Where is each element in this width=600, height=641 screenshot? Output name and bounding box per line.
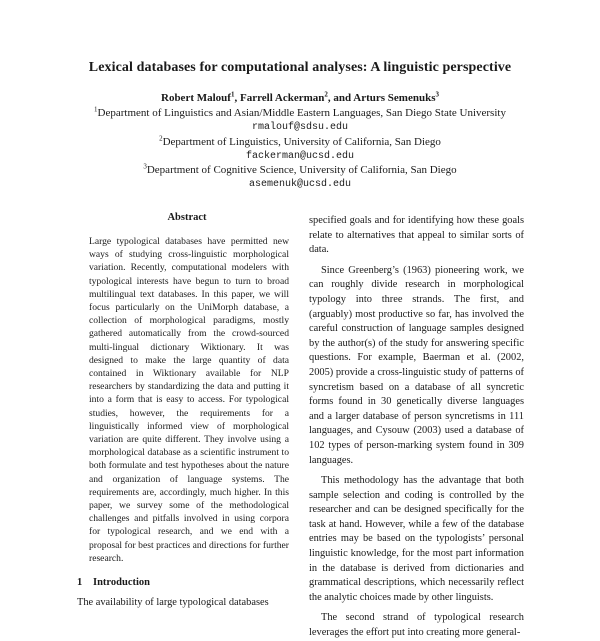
section-number: 1 bbox=[77, 577, 83, 589]
body-paragraph: The second strand of typological research leverages the effort put into creating more general- bbox=[309, 612, 524, 639]
affiliation-mark: 2 bbox=[159, 134, 163, 143]
author-affiliation-mark: 1 bbox=[230, 90, 235, 99]
body-paragraph: This methodology has the advantage that both sample selection and coding is controlled by the researcher and can be designed specifically for the task at hand. However, while a few of the database entries may be based on the typologists’ personal linguistic knowledge, for the most part information in the database is derived from dictionaries and grammatical descriptions, which necessarily reflect the analytic choices made by other linguists. bbox=[309, 475, 524, 603]
affiliation-3 bbox=[0, 163, 600, 192]
author-separator: , and bbox=[327, 92, 354, 104]
affiliation-text: Department of Linguistics, University of California, San Diego bbox=[162, 136, 441, 148]
left-column bbox=[77, 212, 297, 610]
author-name: Farrell Ackerman bbox=[239, 92, 325, 104]
abstract-text: Large typological databases have permitted new ways of studying cross-linguistic morphological variation. Recently, computational modelers with typological interests have begun to turn to broad multilingual text databases. In this paper, we will focus particularly on the UniMorph database, a collection of morphological paradigms, mostly gathered automatically from the crowd-sourced multi-lingual dictionary Wiktionary. It was designed to make the large quantity of data contained in Wiktionary available for NLP researchers by standardizing the data and putting it into a form that is easy to access. For typological studies, however, the requirements for a linguistically informed view of morphological variation are quite different. They involve using a morphological database as a scientific instrument to both formulate and test hypotheses about the nature and organization of language systems. The requirements are, accordingly, much higher. In this paper, we survey some of the methodological challenges and pitfalls involved in using corpora for typological research, and we end with a proposal for best practices and directions for further research. bbox=[89, 236, 289, 564]
author-affiliation-mark: 2 bbox=[324, 90, 328, 99]
affiliation-1 bbox=[0, 106, 600, 135]
affiliation-2 bbox=[0, 135, 600, 164]
affiliation-text: Department of Linguistics and Asian/Middle Eastern Languages, San Diego State University bbox=[97, 107, 506, 119]
affiliation-text: Department of Cognitive Science, University of California, San Diego bbox=[146, 164, 457, 176]
affiliation-mark: 3 bbox=[143, 162, 147, 171]
section-title: Introduction bbox=[93, 577, 150, 589]
body-paragraph: specified goals and for identifying how these goals relate to alternatives that appeal to similar sorts of data. bbox=[309, 215, 524, 256]
right-column bbox=[309, 214, 524, 641]
author-affiliation-mark: 3 bbox=[435, 90, 439, 99]
introduction-text: The availability of large typological databases bbox=[77, 597, 269, 609]
abstract-heading: Abstract bbox=[167, 212, 207, 223]
author-name: Robert Malouf bbox=[161, 92, 231, 104]
author-email: fackerman@ucsd.edu bbox=[245, 151, 355, 162]
author-email: asemenuk@ucsd.edu bbox=[248, 179, 352, 190]
affiliation-mark: 1 bbox=[94, 105, 98, 114]
section-heading-introduction bbox=[77, 577, 297, 588]
author-name: Arturs Semenuks bbox=[353, 92, 436, 104]
paper-title: Lexical databases for computational analyses: A linguistic perspective bbox=[88, 60, 512, 75]
author-separator: , bbox=[234, 92, 240, 104]
body-paragraph: Since Greenberg’s (1963) pioneering work, we can roughly divide research in morphological typology into three strands. The first, and (arguably) most productive so far, has involved the careful construction of language samples designed by the author(s) of the study for answering specific questions. For example, Baerman et al. (2002, 2005) provide a cross-linguistic study of patterns of syncretism based on a database of all syncretic forms found in 30 genetically diverse languages and a larger database of person syncretisms in 111 languages, and Cysouw (2003) used a database of 102 types of person-marking system found in 309 languages. bbox=[309, 264, 524, 466]
author-list bbox=[0, 92, 600, 104]
author-email: rmalouf@sdsu.edu bbox=[251, 122, 348, 133]
